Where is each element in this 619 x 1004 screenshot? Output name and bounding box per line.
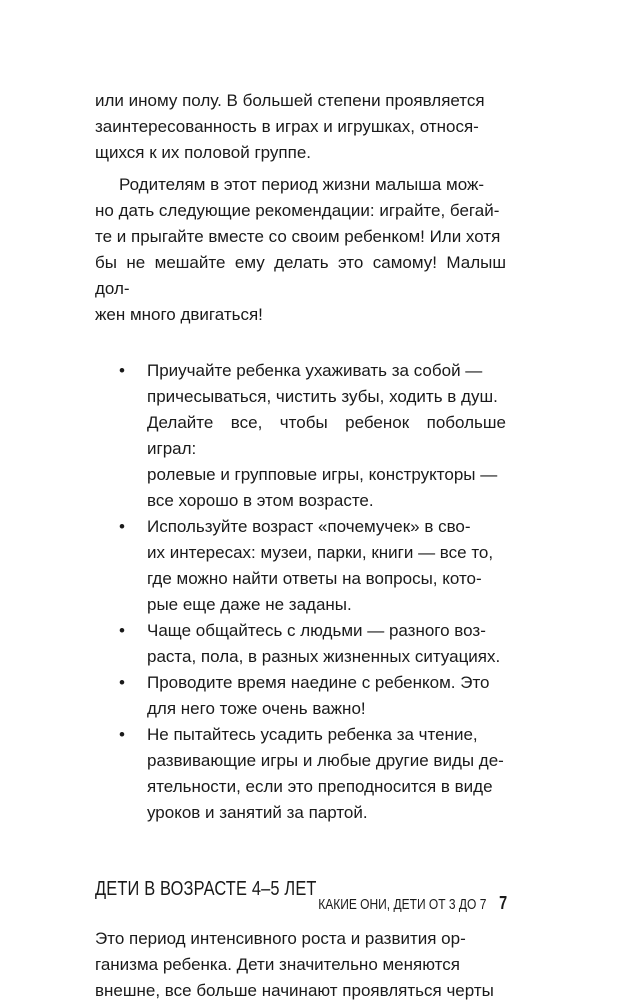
running-title: КАКИЕ ОНИ, ДЕТИ ОТ 3 ДО 7 — [318, 896, 487, 913]
list-item-text: Чаще общайтесь с людьми — разного воз- раста, пола, в разных жизненных ситуациях. — [147, 621, 501, 666]
section-heading: ДЕТИ В ВОЗРАСТЕ 4–5 ЛЕТ — [95, 878, 317, 900]
recommendation-list — [95, 358, 506, 826]
section-paragraph: Это период интенсивного роста и развития ор- ганизма ребенка. Дети значительно меняются внешне, все больше начинают проявляться черты — [95, 929, 494, 1000]
list-item-text: Используйте возраст «почемучек» в сво- их интересах: музеи, парки, книги — все то, где можно найти ответы на вопросы, кото- рые еще даже не заданы. — [147, 517, 494, 614]
bullet-icon: • — [119, 725, 125, 744]
list-item-text: Приучайте ребенка ухаживать за собой — причесываться, чистить зубы, ходить в душ. Делайте все, чтобы ребенок побольше играл: ролевые и групповые игры, конструкторы — все хорошо в этом возрасте. — [147, 361, 506, 510]
list-item — [95, 618, 506, 670]
page-number: 7 — [498, 893, 507, 913]
list-item — [95, 358, 506, 514]
paragraph-recommendations: Родителям в этот период жизни малыша мож- но дать следующие рекомендации: играйте, бегай- те и прыгайте вместе со своим ребенком! Или хотя бы не мешайте ему делать это самому! Малыш дол- жен много двигаться! — [95, 175, 506, 324]
list-item-text: Не пытайтесь усадить ребенка за чтение, развивающие игры и любые другие виды де- ятельности, если это преподносится в виде уроков и занятий за партой. — [147, 725, 504, 822]
bullet-icon: • — [119, 517, 125, 536]
paragraph-continued: или иному полу. В большей степени проявляется заинтересованность в играх и игрушках, относя- щихся к их половой группе. — [95, 91, 485, 162]
bullet-icon: • — [119, 621, 125, 640]
page-body — [95, 88, 506, 1004]
list-item — [95, 670, 506, 722]
bullet-icon: • — [119, 673, 125, 692]
page-footer — [318, 893, 507, 914]
list-item — [95, 722, 506, 826]
bullet-icon: • — [119, 361, 125, 380]
list-item — [95, 514, 506, 618]
list-item-text: Проводите время наедине с ребенком. Это для него тоже очень важно! — [147, 673, 490, 718]
